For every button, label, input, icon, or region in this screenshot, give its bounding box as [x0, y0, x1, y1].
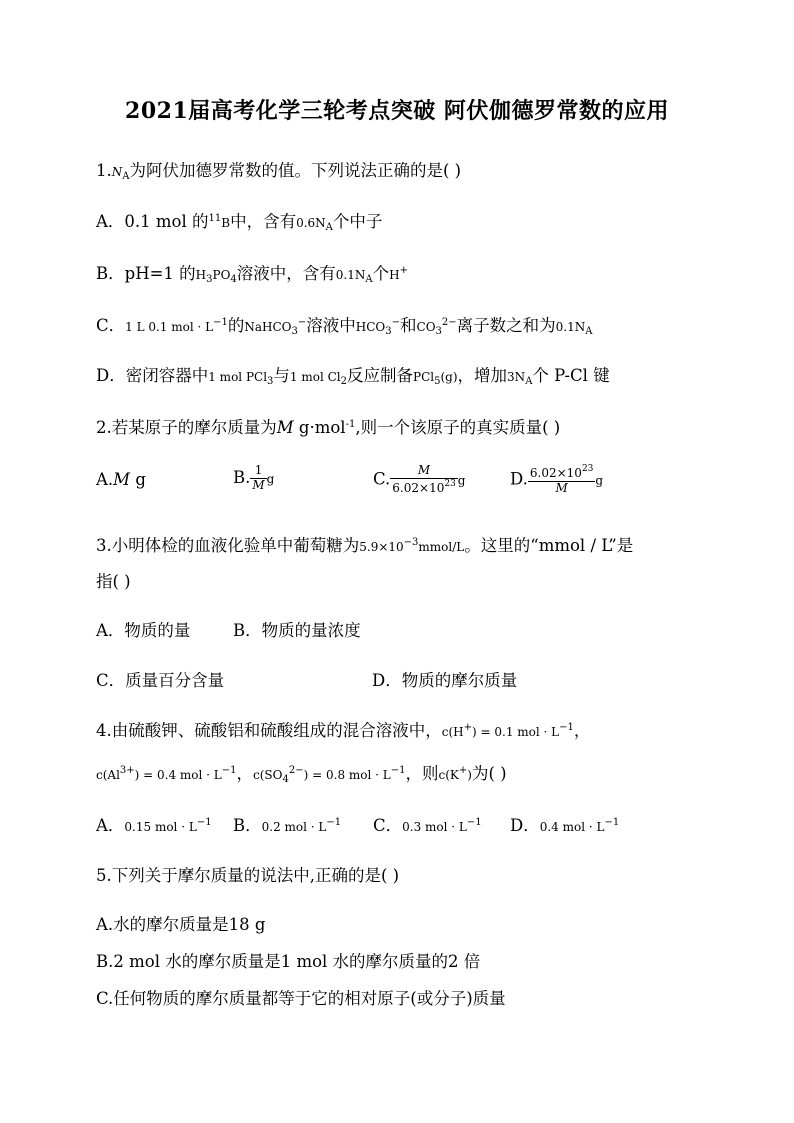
q1-na: N: [111, 165, 123, 179]
q1-b-value-sub: A: [365, 274, 373, 285]
q3-value: 5.9×10: [359, 540, 404, 554]
q4-d-label: D．: [510, 816, 540, 835]
q2-d-label: D.: [510, 469, 528, 489]
q1-c-salt-sup: −: [297, 317, 307, 328]
q3-value-sup: −3: [403, 537, 419, 548]
q1-c-mid1: 溶液中: [306, 316, 356, 335]
q3-option-a: A．物质的量: [96, 621, 191, 640]
q2-c-g: g: [457, 473, 466, 488]
q4-k-end: ): [467, 768, 472, 782]
q2-stem-end: ,则一个该原子的真实质量( ): [355, 418, 561, 437]
q5-option-a: A.水的摩尔质量是18 g: [96, 915, 266, 934]
q4-h-value: ) = 0.1 mol · L: [472, 725, 560, 739]
q4-c-value: 0.3 mol · L: [402, 820, 467, 834]
q1-c-ion1-sub: 3: [385, 326, 392, 337]
q2-d-fraction: [528, 464, 596, 496]
q1-d-reactant1: 1 mol PCl: [208, 370, 268, 384]
q1-a-value: 0.6N: [296, 216, 326, 230]
q1-c-ion1-sup: −: [391, 317, 401, 328]
q4-c-unit-sup: −1: [466, 817, 482, 828]
q4-stem-line2: [96, 760, 507, 785]
q4-stem-end: 为( ): [471, 764, 507, 783]
q1-option-a: [96, 208, 382, 233]
q4-b-unit-sup: −1: [326, 817, 342, 828]
q1-b-label: B．pH=1 的: [96, 264, 196, 283]
q1-d-product-state: (g): [440, 370, 458, 384]
q4-d-unit-sup: −1: [604, 817, 620, 828]
q1-c-ion2-sub: 3: [435, 326, 442, 337]
q4-c-label: C．: [373, 816, 403, 835]
q4-comma1: ，: [573, 721, 591, 740]
q1-a-value-sub: A: [325, 222, 333, 233]
q4-al-conc: c(Al: [96, 768, 120, 782]
q1-stem-text: 为阿伏加德罗常数的值。下列说法正确的是( ): [129, 161, 462, 180]
page-title: 2021届高考化学三轮考点突破 阿伏伽德罗常数的应用: [125, 98, 669, 124]
q1-a-mid: 中，含有: [230, 212, 297, 231]
q1-a-isotope: B: [221, 216, 231, 230]
q1-c-ion2-sup: 2−: [441, 317, 457, 328]
q4-a-value: 0.15 mol · L: [124, 820, 197, 834]
q1-b-mid: 溶液中，含有: [236, 264, 336, 283]
q2-c-denominator-base: 6.02×10: [392, 480, 445, 495]
q2-unit: g·mol: [293, 418, 346, 437]
q2-c-denominator: [390, 479, 458, 496]
q1-b-ion-sup: +: [399, 265, 408, 276]
q4-h-sup: +: [463, 722, 473, 733]
q2-d-numerator: [528, 464, 596, 482]
q1-c-value-sub: A: [585, 326, 593, 337]
q4-stem: [96, 717, 590, 741]
q1-a-end: 个中子: [332, 212, 383, 231]
q1-d-reactant1-sub: 3: [267, 376, 274, 387]
q3-stem: [96, 532, 633, 556]
q1-b-value: 0.1N: [335, 268, 366, 282]
q1-b-formula: H: [195, 268, 207, 282]
q2-a-label: A.: [96, 470, 114, 489]
q1-d-label: D．密闭容器中: [96, 366, 209, 385]
q2-d-numerator-base: 6.02×10: [529, 466, 582, 480]
q4-then: ，则: [405, 764, 439, 783]
q1-b-formula-sub1: 3: [206, 274, 213, 285]
q1-d-value-sub: A: [525, 376, 533, 387]
q1-c-value: 0.1N: [555, 320, 586, 334]
q3-stem-text-2: 。这里的“mmol / L”是: [464, 536, 634, 555]
q2-c-fraction: [390, 464, 458, 496]
q1-c-mid2: 离子数之和为: [456, 316, 556, 335]
q2-option-a: [96, 470, 146, 489]
q4-b-value: 0.2 mol · L: [261, 820, 327, 834]
q3-option-b: B．物质的量浓度: [233, 621, 361, 640]
q1-number: 1.: [96, 161, 112, 180]
q2-option-d: [510, 464, 603, 496]
q2-a-g: g: [130, 470, 146, 489]
q2-d-numerator-sup: 23: [581, 464, 594, 474]
q2-a-m: M: [113, 470, 131, 489]
q1-b-formula-sub2: 4: [230, 274, 237, 285]
q2-unit-sup: -1: [345, 419, 356, 430]
q1-d-product-sub: 5: [434, 376, 441, 387]
q4-k-sup: +: [458, 765, 468, 776]
q2-c-numerator: M: [390, 464, 458, 479]
q1-a-label: A．0.1 mol 的: [96, 212, 209, 231]
q3-option-c: C．质量百分含量: [96, 671, 225, 690]
q4-h-value-sup: −1: [559, 722, 574, 733]
q4-comma2: ，: [236, 764, 254, 783]
q2-option-b: [233, 464, 274, 493]
q1-b-end: 个: [372, 264, 390, 283]
q4-so4-value: ) = 0.8 mol · L: [303, 768, 391, 782]
q1-d-with: 与: [273, 366, 290, 385]
q2-option-c: [373, 464, 465, 496]
q4-option-a: [96, 812, 212, 836]
q2-b-label: B.: [233, 467, 251, 487]
q1-d-reactant2: 1 mol Cl: [289, 370, 341, 384]
q1-a-isotope-sup: 11: [208, 213, 222, 224]
q1-c-salt-sub: 3: [291, 326, 298, 337]
q1-d-value: 3N: [507, 370, 526, 384]
q2-c-label: C.: [373, 469, 391, 489]
q4-option-b: [233, 812, 341, 836]
q1-c-salt: NaHCO: [244, 320, 292, 334]
q2-c-denominator-sup: 23: [444, 478, 456, 489]
q4-so4-conc: c(SO: [253, 768, 283, 782]
q5-option-c: C.任何物质的摩尔质量都等于它的相对原子(或分子)质量: [96, 989, 506, 1008]
q2-b-fraction: [250, 464, 266, 493]
q1-d-mid: 反应制备: [347, 366, 414, 385]
q4-option-d: [510, 812, 619, 836]
q4-so4-value-sup: −1: [390, 765, 406, 776]
q4-al-sup: 3+: [119, 765, 135, 776]
q1-c-ion1: HCO: [355, 320, 386, 334]
q2-m: M: [276, 418, 294, 437]
q4-h-conc: c(H: [441, 725, 464, 739]
q5-option-b: B.2 mol 水的摩尔质量是1 mol 水的摩尔质量的2 倍: [96, 952, 481, 971]
q2-d-denominator: M: [555, 480, 568, 495]
q1-b-formula-mid: PO: [212, 268, 231, 282]
q1-c-of: 的: [227, 316, 245, 335]
q2-stem-text: 2.若某原子的摩尔质量为: [96, 418, 277, 437]
q4-al-value: ) = 0.4 mol · L: [134, 768, 222, 782]
q1-option-d: [96, 362, 610, 387]
q1-c-conc-sup: −1: [213, 317, 228, 328]
q1-c-and: 和: [400, 316, 417, 335]
q2-b-denominator: M: [252, 477, 265, 492]
q2-b-g: g: [266, 471, 275, 486]
q3-stem-line2: 指( ): [96, 572, 131, 591]
q2-stem: [96, 414, 560, 438]
q1-d-add: ，增加: [457, 366, 508, 385]
q1-b-ion: H: [389, 268, 400, 282]
q4-option-c: [373, 812, 482, 836]
q1-d-end: 个 P-Cl 键: [532, 366, 610, 385]
q3-stem-text: 3.小明体检的血液化验单中葡萄糖为: [96, 536, 360, 555]
q4-d-value: 0.4 mol · L: [539, 820, 605, 834]
q4-k-conc: c(K: [438, 768, 459, 782]
q1-na-sub: A: [122, 171, 130, 182]
q4-al-value-sup: −1: [221, 765, 237, 776]
q2-b-numerator: 1: [250, 464, 266, 479]
q1-d-reactant2-sub: 2: [340, 376, 348, 387]
q1-stem: [96, 157, 461, 182]
q1-c-conc: 1 L 0.1 mol · L: [125, 320, 214, 334]
q4-so4-sub: 4: [282, 774, 289, 785]
q1-c-label: C．: [96, 316, 126, 335]
q3-value-unit: mmol/L: [418, 540, 465, 554]
q2-d-g: g: [595, 473, 604, 488]
q1-c-ion2: CO: [416, 320, 436, 334]
q4-b-label: B．: [233, 816, 262, 835]
q4-a-unit-sup: −1: [196, 817, 212, 828]
q5-stem: 5.下列关于摩尔质量的说法中,正确的是( ): [96, 866, 400, 885]
q1-option-b: [96, 260, 408, 285]
q4-stem-text: 4.由硫酸钾、硫酸铝和硫酸组成的混合溶液中，: [96, 721, 442, 740]
q3-option-d: D．物质的摩尔质量: [372, 671, 518, 690]
q4-a-label: A．: [96, 816, 125, 835]
q1-d-product: PCl: [413, 370, 435, 384]
q1-option-c: [96, 312, 593, 337]
q4-so4-sup: 2−: [288, 765, 304, 776]
